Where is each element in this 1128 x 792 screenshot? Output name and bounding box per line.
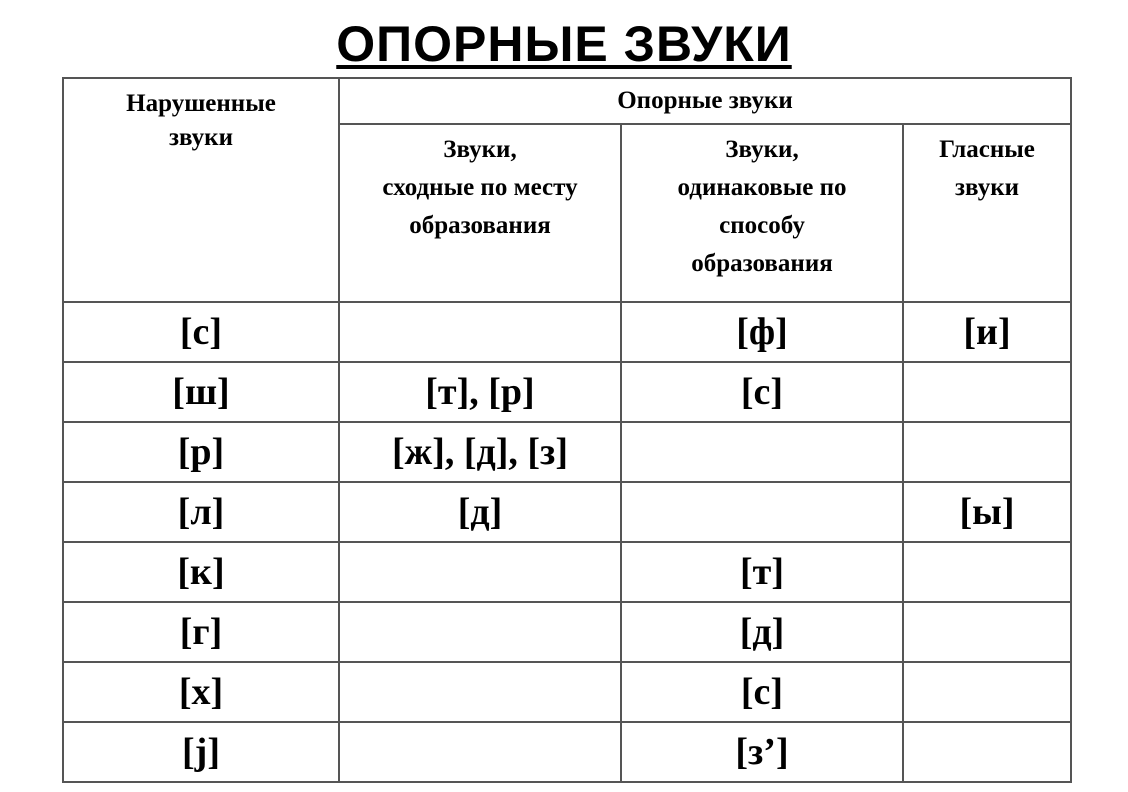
page-title-text: ОПОРНЫЕ ЗВУКИ xyxy=(336,16,792,72)
table-body xyxy=(63,302,1071,782)
header-vowels-label: Гласные звуки xyxy=(939,136,1035,201)
support-sounds-table xyxy=(62,77,1072,783)
cell-place: [д] xyxy=(339,482,621,542)
header-vowels xyxy=(903,124,1071,302)
cell-place xyxy=(339,302,621,362)
table-row xyxy=(63,542,1071,602)
cell-impaired: [j] xyxy=(63,722,339,782)
table-row xyxy=(63,422,1071,482)
header-row-top xyxy=(63,78,1071,124)
header-support-sounds: Опорные звуки xyxy=(339,78,1071,124)
header-place-label: Звуки, сходные по месту образования xyxy=(382,136,578,239)
table-row xyxy=(63,602,1071,662)
cell-manner: [с] xyxy=(621,362,903,422)
header-place-of-articulation xyxy=(339,124,621,302)
cell-vowels: [и] xyxy=(903,302,1071,362)
cell-impaired: [ш] xyxy=(63,362,339,422)
cell-impaired: [г] xyxy=(63,602,339,662)
table-row xyxy=(63,362,1071,422)
cell-manner: [ф] xyxy=(621,302,903,362)
cell-vowels xyxy=(903,662,1071,722)
cell-manner: [з’] xyxy=(621,722,903,782)
cell-vowels xyxy=(903,722,1071,782)
table-row xyxy=(63,482,1071,542)
cell-vowels xyxy=(903,542,1071,602)
cell-impaired: [р] xyxy=(63,422,339,482)
table-row xyxy=(63,662,1071,722)
cell-place xyxy=(339,542,621,602)
cell-impaired: [л] xyxy=(63,482,339,542)
header-impaired-sounds xyxy=(63,78,339,302)
cell-place: [ж], [д], [з] xyxy=(339,422,621,482)
cell-manner: [т] xyxy=(621,542,903,602)
cell-vowels xyxy=(903,362,1071,422)
cell-manner: [д] xyxy=(621,602,903,662)
cell-vowels xyxy=(903,602,1071,662)
cell-manner xyxy=(621,422,903,482)
cell-impaired: [к] xyxy=(63,542,339,602)
table-row xyxy=(63,722,1071,782)
cell-manner: [с] xyxy=(621,662,903,722)
cell-vowels xyxy=(903,422,1071,482)
table-row xyxy=(63,302,1071,362)
cell-place xyxy=(339,722,621,782)
header-manner-of-articulation xyxy=(621,124,903,302)
header-impaired-label: Нарушенные звуки xyxy=(126,90,276,151)
cell-place: [т], [р] xyxy=(339,362,621,422)
cell-impaired: [х] xyxy=(63,662,339,722)
cell-place xyxy=(339,662,621,722)
header-manner-label: Звуки, одинаковые по способу образования xyxy=(677,136,847,277)
cell-manner xyxy=(621,482,903,542)
page-title xyxy=(0,14,1128,74)
cell-place xyxy=(339,602,621,662)
cell-vowels: [ы] xyxy=(903,482,1071,542)
cell-impaired: [с] xyxy=(63,302,339,362)
